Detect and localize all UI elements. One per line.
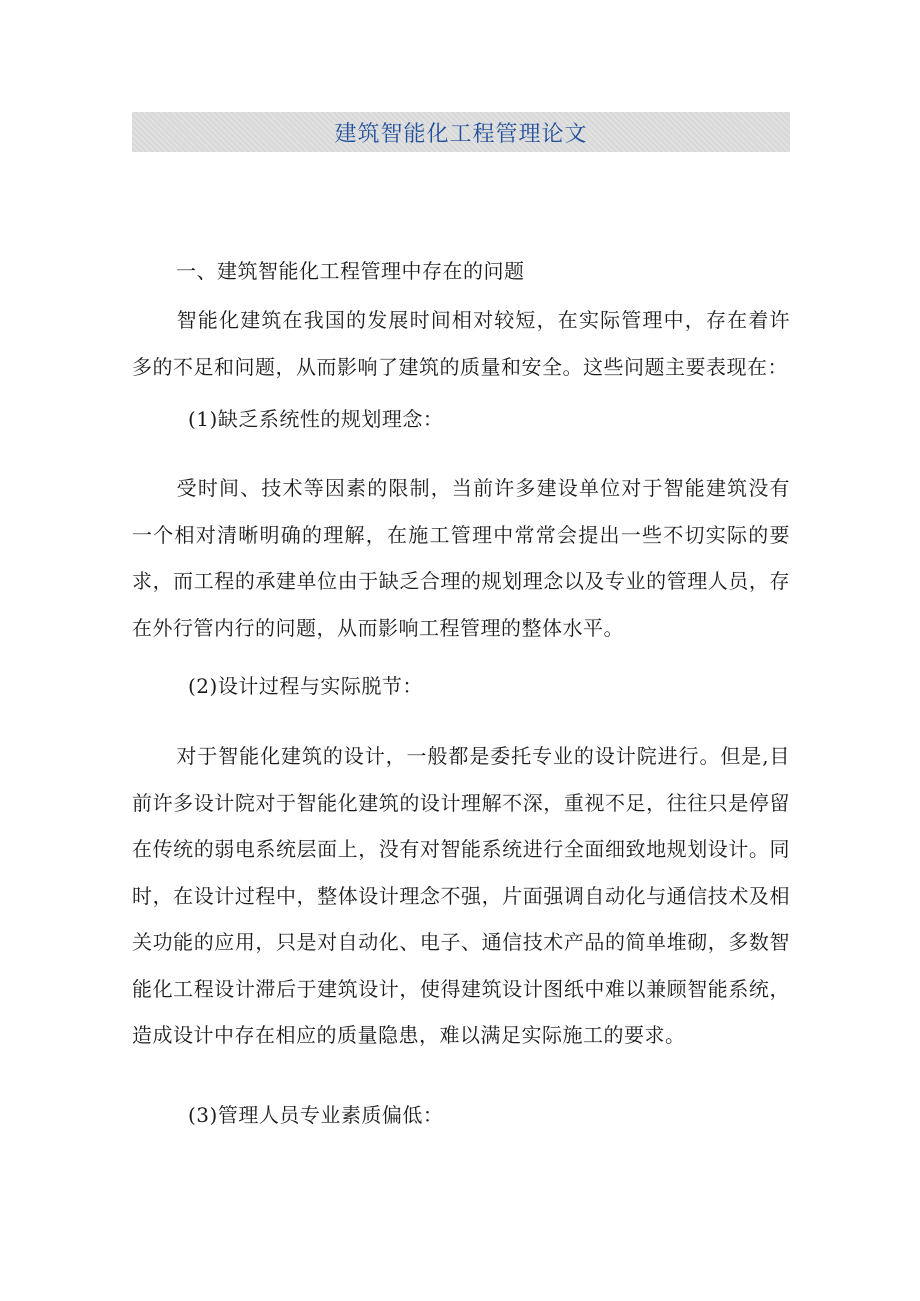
item1-paragraph <box>132 465 790 651</box>
intro-paragraph <box>132 297 790 390</box>
title-banner <box>132 112 790 152</box>
item1-heading: (1)缺乏系统性的规划理念： <box>188 407 444 431</box>
section-heading: 一、建筑智能化工程管理中存在的问题 <box>176 259 525 283</box>
intro-paragraph-text: 智能化建筑在我国的发展时间相对较短，在实际管理中，存在着许多的不足和问题，从而影响了建筑的质量和安全。这些问题主要表现在： <box>132 308 790 379</box>
item2-paragraph-text: 对于智能化建筑的设计，一般都是委托专业的设计院进行。但是,目前许多设计院对于智能化建筑的设计理解不深，重视不足，往往只是停留在传统的弱电系统层面上，没有对智能系统进行全面细致地规划设计。同时，在设计过程中，整体设计理念不强，片面强调自动化与通信技术及相关功能的应用，只是对自动化、电子、通信技术产品的简单堆砌，多数智能化工程设计滞后于建筑设计，使得建筑设计图纸中难以兼顾智能系统，造成设计中存在相应的质量隐患，难以满足实际施工的要求。 <box>132 744 790 1047</box>
item1-paragraph-text: 受时间、技术等因素的限制，当前许多建设单位对于智能建筑没有一个相对清晰明确的理解，在施工管理中常常会提出一些不切实际的要求，而工程的承建单位由于缺乏合理的规划理念以及专业的管理人员，存在外行管内行的问题，从而影响工程管理的整体水平。 <box>132 476 790 640</box>
item3-heading: (3)管理人员专业素质偏低： <box>188 1103 444 1127</box>
item2-heading: (2)设计过程与实际脱节： <box>188 674 423 698</box>
document-title: 建筑智能化工程管理论文 <box>334 121 588 147</box>
item2-paragraph <box>132 733 790 1059</box>
